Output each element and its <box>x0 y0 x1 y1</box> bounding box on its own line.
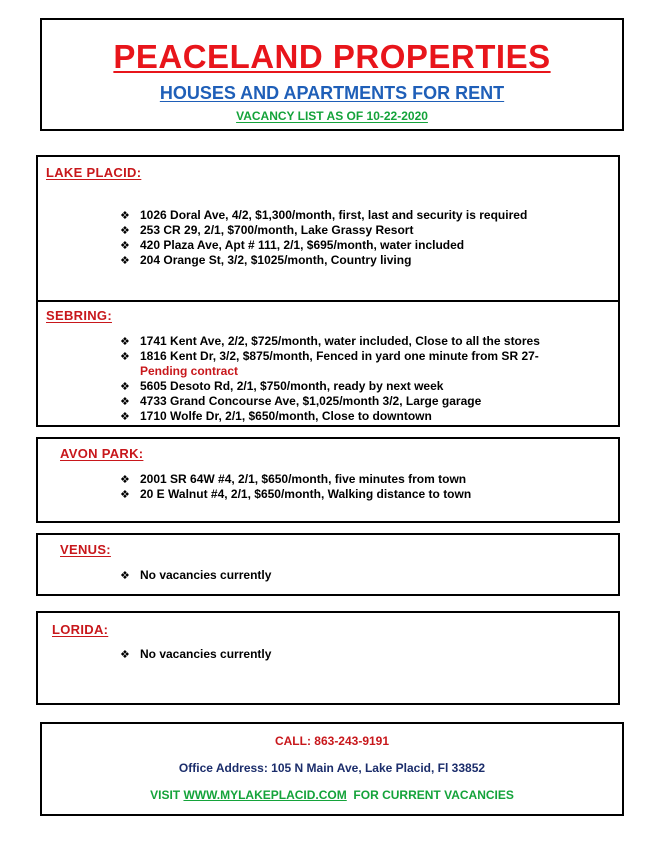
list-item: ❖ 204 Orange St, 3/2, $1025/month, Country living <box>120 253 412 267</box>
list-item: ❖ No vacancies currently <box>120 568 272 582</box>
section-title-avon-park: AVON PARK: <box>60 446 144 461</box>
section-sebring <box>36 300 620 427</box>
diamond-bullet-icon: ❖ <box>120 488 130 501</box>
listing-list-lake-placid <box>120 208 527 268</box>
diamond-bullet-icon: ❖ <box>120 254 130 267</box>
listing-list-sebring <box>120 334 540 424</box>
list-item: ❖ 5605 Desoto Rd, 2/1, $750/month, ready by next week <box>120 379 444 393</box>
list-item: ❖ 1026 Doral Ave, 4/2, $1,300/month, first, last and security is required <box>120 208 528 222</box>
diamond-bullet-icon: ❖ <box>120 239 130 252</box>
footer-box <box>40 722 624 816</box>
diamond-bullet-icon: ❖ <box>120 335 130 348</box>
section-avon-park <box>36 437 620 523</box>
list-item: ❖ 20 E Walnut #4, 2/1, $650/month, Walking distance to town <box>120 487 472 501</box>
section-title-lake-placid: LAKE PLACID: <box>46 165 142 180</box>
visit-suffix: FOR CURRENT VACANCIES <box>346 788 514 802</box>
section-lorida <box>36 611 620 705</box>
diamond-bullet-icon: ❖ <box>120 380 130 393</box>
pending-contract-note: Pending contract <box>140 364 239 378</box>
diamond-bullet-icon: ❖ <box>120 209 130 222</box>
visit-prefix: VISIT <box>150 788 184 802</box>
section-venus <box>36 533 620 596</box>
list-item: ❖ No vacancies currently <box>120 647 272 661</box>
diamond-bullet-icon: ❖ <box>120 648 130 661</box>
header-box <box>40 18 624 131</box>
vacancy-date: VACANCY LIST AS OF 10-22-2020 <box>236 109 428 123</box>
section-title-lorida: LORIDA: <box>52 622 109 637</box>
list-item: ❖ 2001 SR 64W #4, 2/1, $650/month, five minutes from town <box>120 472 467 486</box>
listing-list-lorida <box>120 647 271 662</box>
diamond-bullet-icon: ❖ <box>120 350 130 363</box>
diamond-bullet-icon: ❖ <box>120 569 130 582</box>
list-item: ❖ 253 CR 29, 2/1, $700/month, Lake Grassy Resort <box>120 223 414 237</box>
section-lake-placid <box>36 155 620 302</box>
list-item: ❖ 1816 Kent Dr, 3/2, $875/month, Fenced in yard one minute from SR 27- Pending contract <box>120 349 539 378</box>
list-item: ❖ 420 Plaza Ave, Apt # 111, 2/1, $695/month, water included <box>120 238 465 252</box>
diamond-bullet-icon: ❖ <box>120 224 130 237</box>
list-item: ❖ 1710 Wolfe Dr, 2/1, $650/month, Close to downtown <box>120 409 432 423</box>
page-title: PEACELAND PROPERTIES <box>113 38 551 75</box>
diamond-bullet-icon: ❖ <box>120 473 130 486</box>
website-link[interactable]: WWW.MYLAKEPLACID.COM <box>183 788 347 802</box>
section-title-venus: VENUS: <box>60 542 111 557</box>
office-address: Office Address: 105 N Main Ave, Lake Placid, Fl 33852 <box>178 761 486 775</box>
diamond-bullet-icon: ❖ <box>120 410 130 423</box>
list-item: ❖ 4733 Grand Concourse Ave, $1,025/month 3/2, Large garage <box>120 394 482 408</box>
visit-line <box>42 788 622 803</box>
list-item: ❖ 1741 Kent Ave, 2/2, $725/month, water included, Close to all the stores <box>120 334 540 348</box>
phone-number: CALL: 863-243-9191 <box>274 734 390 748</box>
page-subtitle: HOUSES AND APARTMENTS FOR RENT <box>159 83 505 103</box>
listing-list-avon-park <box>120 472 471 502</box>
diamond-bullet-icon: ❖ <box>120 395 130 408</box>
section-title-sebring: SEBRING: <box>46 308 112 323</box>
listing-list-venus <box>120 568 271 583</box>
